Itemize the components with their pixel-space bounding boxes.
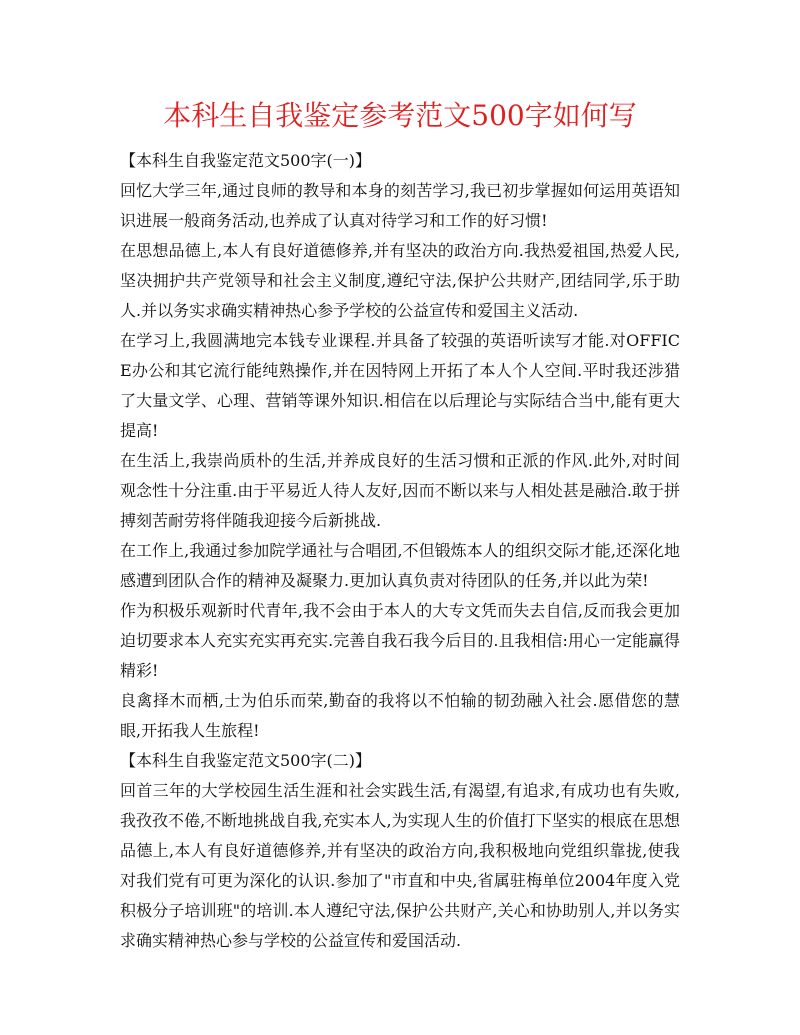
section-heading: 【本科生自我鉴定范文500字(二)】 [120, 751, 372, 770]
section-heading: 【本科生自我鉴定范文500字(一)】 [120, 151, 372, 170]
paragraph: 在学习上,我圆满地完本钱专业课程.并具备了较强的英语听读写才能.对OFFICE办公和其它流行能纯熟操作,并在因特网上开拓了本人个人空间.平时我还涉猎了大量文学、心理、营销等课外知识.相信在以后理论与实际结合当中,能有更大提高! [120, 331, 680, 440]
paragraph: 在生活上,我崇尚质朴的生活,并养成良好的生活习惯和正派的作风.此外,对时间观念性十分注重.由于平易近人待人友好,因而不断以来与人相处甚是融洽.敢于拼搏刻苦耐劳将伴随我迎接今后新挑战. [120, 451, 680, 530]
section-one [120, 146, 680, 746]
paragraph: 良禽择木而栖,士为伯乐而荣,勤奋的我将以不怕输的韧劲融入社会.愿借您的慧眼,开拓我人生旅程! [120, 691, 680, 740]
document-title: 本科生自我鉴定参考范文500字如何写 [163, 99, 637, 132]
paragraph: 回首三年的大学校园生活生涯和社会实践生活,有渴望,有追求,有成功也有失败,我孜孜不倦,不断地挑战自我,充实本人,为实现人生的价值打下坚实的根底在思想品德上,本人有良好道德修养,并有坚决的政治方向,我积极地向党组织靠拢,使我对我们党有可更为深化的认识.参加了"市直和中央,省属驻梅单位2004年度入党积极分子培训班"的培训.本人遵纪守法,保护公共财产,关心和协助别人,并以务实求确实精神热心参与学校的公益宣传和爱国活动. [120, 781, 680, 950]
paragraph: 作为积极乐观新时代青年,我不会由于本人的大专文凭而失去自信,反而我会更加迫切要求本人充实充实再充实.完善自我石我今后目的.且我相信:用心一定能赢得精彩! [120, 601, 680, 680]
paragraph: 在思想品德上,本人有良好道德修养,并有坚决的政治方向.我热爱祖国,热爱人民,坚决拥护共产党领导和社会主义制度,遵纪守法,保护公共财产,团结同学,乐于助人.并以务实求确实精神热心参予学校的公益宣传和爱国主义活动. [120, 241, 680, 320]
paragraph: 回忆大学三年,通过良师的教导和本身的刻苦学习,我已初步掌握如何运用英语知识进展一般商务活动,也养成了认真对待学习和工作的好习惯! [120, 181, 680, 230]
section-two [120, 746, 680, 956]
paragraph: 在工作上,我通过参加院学通社与合唱团,不但锻炼本人的组织交际才能,还深化地感遭到团队合作的精神及凝聚力.更加认真负责对待团队的任务,并以此为荣! [120, 541, 680, 590]
